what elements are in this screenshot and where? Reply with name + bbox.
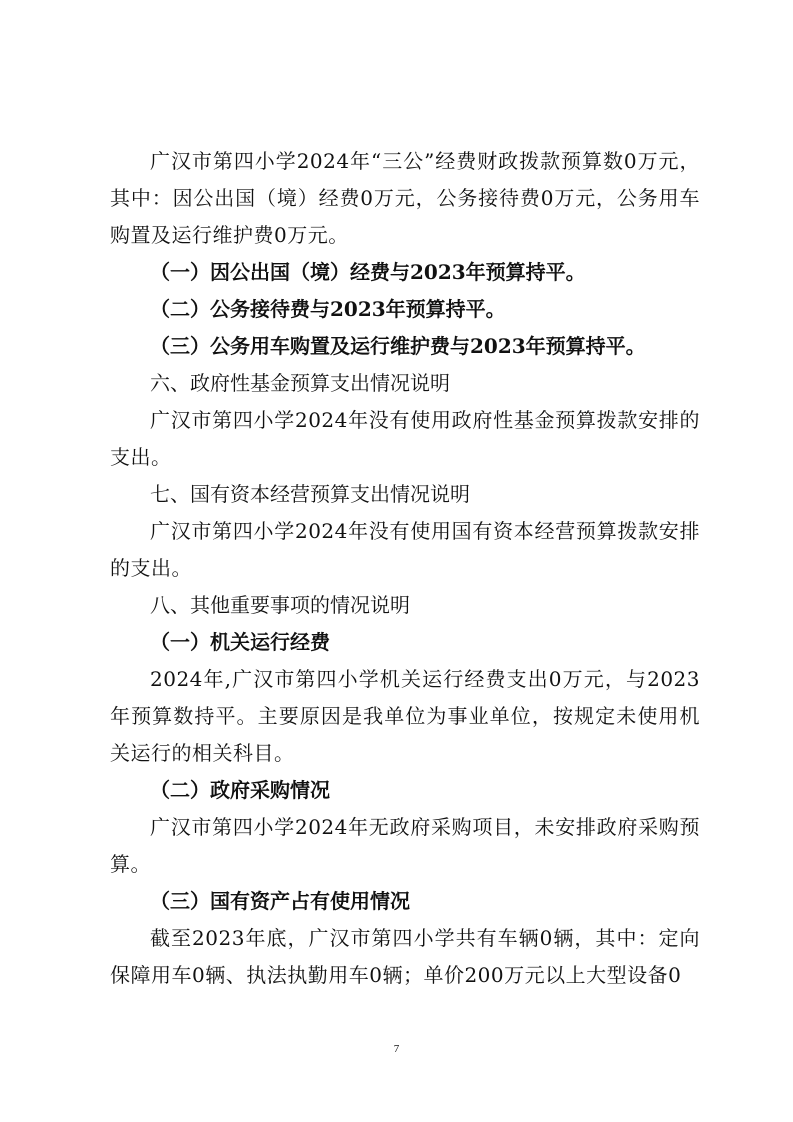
paragraph-operating-expenses: 2024年,广汉市第四小学机关运行经费支出0万元，与2023年预算数持平。主要原因是我单位为事业单位，按规定未使用机关运行的相关科目。 [110,667,700,765]
subheading-vehicle-expenses: （三）公务用车购置及运行维护费与2023年预算持平。 [150,334,646,358]
paragraph-state-assets: 截至2023年底，广汉市第四小学共有车辆0辆，其中：定向保障用车0辆、执法执勤用车0辆；单价200万元以上大型设备0 [110,926,700,987]
section-heading-government-fund: 六、政府性基金预算支出情况说明 [150,371,450,395]
paragraph-state-capital: 广汉市第四小学2024年没有使用国有资本经营预算拨款安排的支出。 [110,519,700,580]
paragraph-procurement: 广汉市第四小学2024年无政府采购项目，未安排政府采购预算。 [110,815,700,876]
subheading-reception-expenses: （二）公务接待费与2023年预算持平。 [150,297,506,321]
page-number: 7 [393,1043,400,1055]
subheading-state-assets: （三）国有资产占有使用情况 [150,889,410,913]
paragraph-government-fund: 广汉市第四小学2024年没有使用政府性基金预算拨款安排的支出。 [110,408,700,469]
subheading-procurement: （二）政府采购情况 [150,778,330,802]
page-content [110,143,700,994]
subheading-operating-expenses: （一）机关运行经费 [150,630,330,654]
section-heading-state-capital: 七、国有资本经营预算支出情况说明 [150,482,470,506]
subheading-overseas-expenses: （一）因公出国（境）经费与2023年预算持平。 [150,260,586,284]
paragraph-three-public-budget: 广汉市第四小学2024年“三公”经费财政拨款预算数0万元，其中：因公出国（境）经费0万元，公务接待费0万元，公务用车购置及运行维护费0万元。 [110,149,700,247]
section-heading-other-matters: 八、其他重要事项的情况说明 [150,593,410,617]
